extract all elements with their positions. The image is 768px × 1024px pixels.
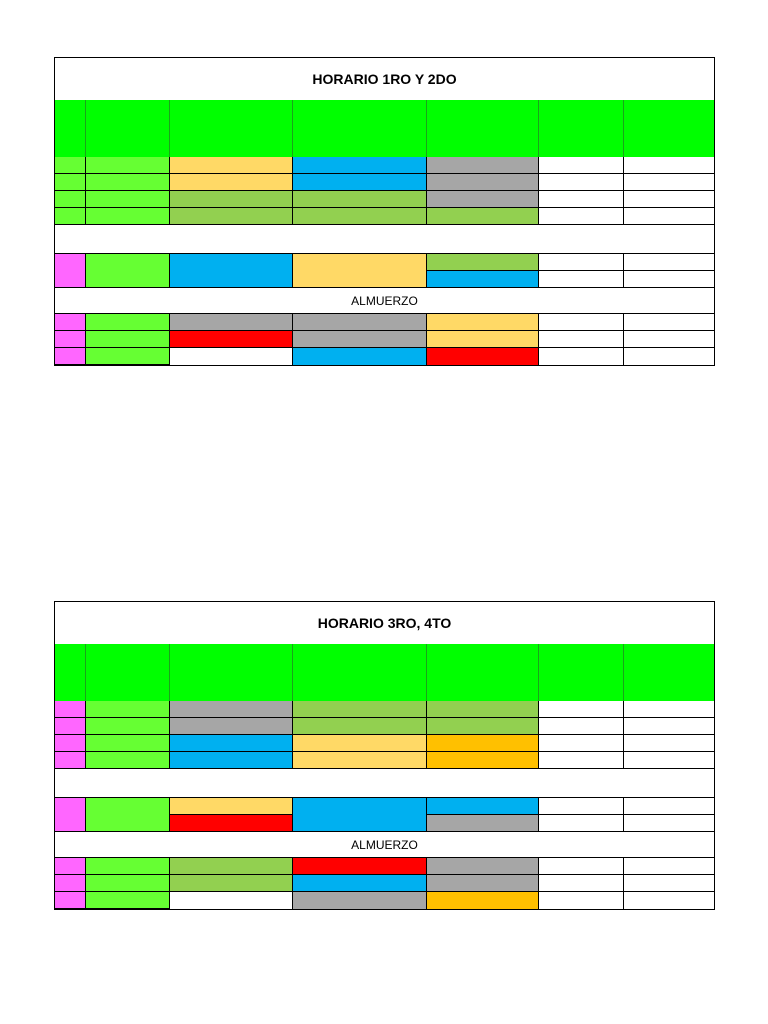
period-cell	[55, 752, 86, 769]
class-cell	[539, 208, 624, 225]
class-cell	[170, 752, 293, 769]
header-cell	[293, 644, 427, 701]
class-cell	[293, 157, 427, 174]
header-cell	[427, 100, 539, 157]
class-cell	[170, 348, 293, 365]
schedule-table-3rd-4th	[54, 601, 715, 910]
class-cell	[624, 798, 714, 815]
time-cell	[86, 348, 170, 365]
period-cell	[55, 208, 86, 225]
header-cell	[293, 100, 427, 157]
lunch-row: ALMUERZO	[55, 288, 714, 314]
class-cell	[427, 798, 539, 815]
class-cell	[624, 348, 714, 365]
class-cell	[293, 174, 427, 191]
class-cell	[539, 892, 624, 909]
class-cell	[427, 254, 539, 271]
class-cell	[293, 858, 427, 875]
class-cell	[293, 892, 427, 909]
class-cell	[539, 701, 624, 718]
class-cell	[539, 271, 624, 288]
class-cell	[624, 735, 714, 752]
class-cell	[293, 348, 427, 365]
class-cell	[539, 752, 624, 769]
class-cell	[170, 331, 293, 348]
time-cell	[86, 208, 170, 225]
header-cell	[539, 644, 624, 701]
class-cell	[427, 348, 539, 365]
period-cell	[55, 331, 86, 348]
header-cell	[86, 644, 170, 701]
period-cell	[55, 701, 86, 718]
period-cell	[55, 254, 86, 288]
class-cell	[170, 191, 293, 208]
class-cell	[427, 271, 539, 288]
class-cell	[539, 858, 624, 875]
class-cell	[293, 798, 427, 832]
class-cell	[624, 174, 714, 191]
header-cell	[55, 644, 86, 701]
class-cell	[427, 191, 539, 208]
class-cell	[539, 191, 624, 208]
class-cell	[539, 314, 624, 331]
class-cell	[539, 348, 624, 365]
class-cell	[539, 157, 624, 174]
class-cell	[624, 271, 714, 288]
class-cell	[624, 892, 714, 909]
class-cell	[427, 858, 539, 875]
period-cell	[55, 348, 86, 365]
class-cell	[427, 701, 539, 718]
class-cell	[427, 735, 539, 752]
schedule-title: HORARIO 3RO, 4TO	[317, 615, 452, 631]
class-cell	[539, 875, 624, 892]
time-cell	[86, 254, 170, 288]
time-cell	[86, 331, 170, 348]
class-cell	[427, 752, 539, 769]
class-cell	[170, 254, 293, 288]
class-cell	[170, 314, 293, 331]
class-cell	[427, 892, 539, 909]
class-cell	[293, 191, 427, 208]
class-cell	[539, 718, 624, 735]
class-cell	[170, 815, 293, 832]
class-cell	[539, 815, 624, 832]
lunch-row: ALMUERZO	[55, 832, 714, 858]
class-cell	[170, 718, 293, 735]
period-cell	[55, 858, 86, 875]
class-cell	[170, 174, 293, 191]
class-cell	[170, 875, 293, 892]
class-cell	[293, 752, 427, 769]
class-cell	[293, 331, 427, 348]
class-cell	[539, 331, 624, 348]
class-cell	[427, 331, 539, 348]
time-cell	[86, 191, 170, 208]
header-cell	[624, 644, 714, 701]
class-cell	[427, 875, 539, 892]
class-cell	[624, 718, 714, 735]
header-cell	[624, 100, 714, 157]
class-cell	[624, 314, 714, 331]
break-row	[55, 769, 714, 798]
class-cell	[170, 858, 293, 875]
class-cell	[293, 208, 427, 225]
time-cell	[86, 157, 170, 174]
header-cell	[170, 100, 293, 157]
header-cell	[55, 100, 86, 157]
break-row	[55, 225, 714, 254]
header-cell	[86, 100, 170, 157]
class-cell	[170, 157, 293, 174]
time-cell	[86, 701, 170, 718]
class-cell	[624, 701, 714, 718]
class-cell	[293, 735, 427, 752]
class-cell	[427, 174, 539, 191]
class-cell	[427, 314, 539, 331]
class-cell	[170, 735, 293, 752]
class-cell	[624, 191, 714, 208]
period-cell	[55, 735, 86, 752]
class-cell	[427, 157, 539, 174]
header-cell	[427, 644, 539, 701]
class-cell	[624, 858, 714, 875]
class-cell	[170, 892, 293, 909]
class-cell	[539, 254, 624, 271]
class-cell	[293, 875, 427, 892]
period-cell	[55, 157, 86, 174]
class-cell	[624, 208, 714, 225]
schedule-title: HORARIO 1RO Y 2DO	[312, 71, 457, 87]
time-cell	[86, 752, 170, 769]
class-cell	[293, 254, 427, 288]
class-cell	[539, 174, 624, 191]
class-cell	[293, 701, 427, 718]
period-cell	[55, 892, 86, 909]
class-cell	[624, 254, 714, 271]
class-cell	[427, 208, 539, 225]
class-cell	[427, 718, 539, 735]
time-cell	[86, 735, 170, 752]
header-cell	[170, 644, 293, 701]
class-cell	[624, 752, 714, 769]
time-cell	[86, 798, 170, 832]
class-cell	[427, 815, 539, 832]
class-cell	[170, 798, 293, 815]
class-cell	[170, 208, 293, 225]
schedule-table-1st-2nd	[54, 57, 715, 366]
time-cell	[86, 892, 170, 909]
class-cell	[170, 701, 293, 718]
time-cell	[86, 314, 170, 331]
header-cell	[539, 100, 624, 157]
class-cell	[624, 331, 714, 348]
period-cell	[55, 798, 86, 832]
class-cell	[539, 798, 624, 815]
period-cell	[55, 314, 86, 331]
period-cell	[55, 718, 86, 735]
class-cell	[293, 718, 427, 735]
class-cell	[624, 875, 714, 892]
class-cell	[293, 314, 427, 331]
period-cell	[55, 875, 86, 892]
class-cell	[624, 815, 714, 832]
time-cell	[86, 858, 170, 875]
class-cell	[539, 735, 624, 752]
time-cell	[86, 718, 170, 735]
period-cell	[55, 174, 86, 191]
period-cell	[55, 191, 86, 208]
time-cell	[86, 875, 170, 892]
time-cell	[86, 174, 170, 191]
class-cell	[624, 157, 714, 174]
